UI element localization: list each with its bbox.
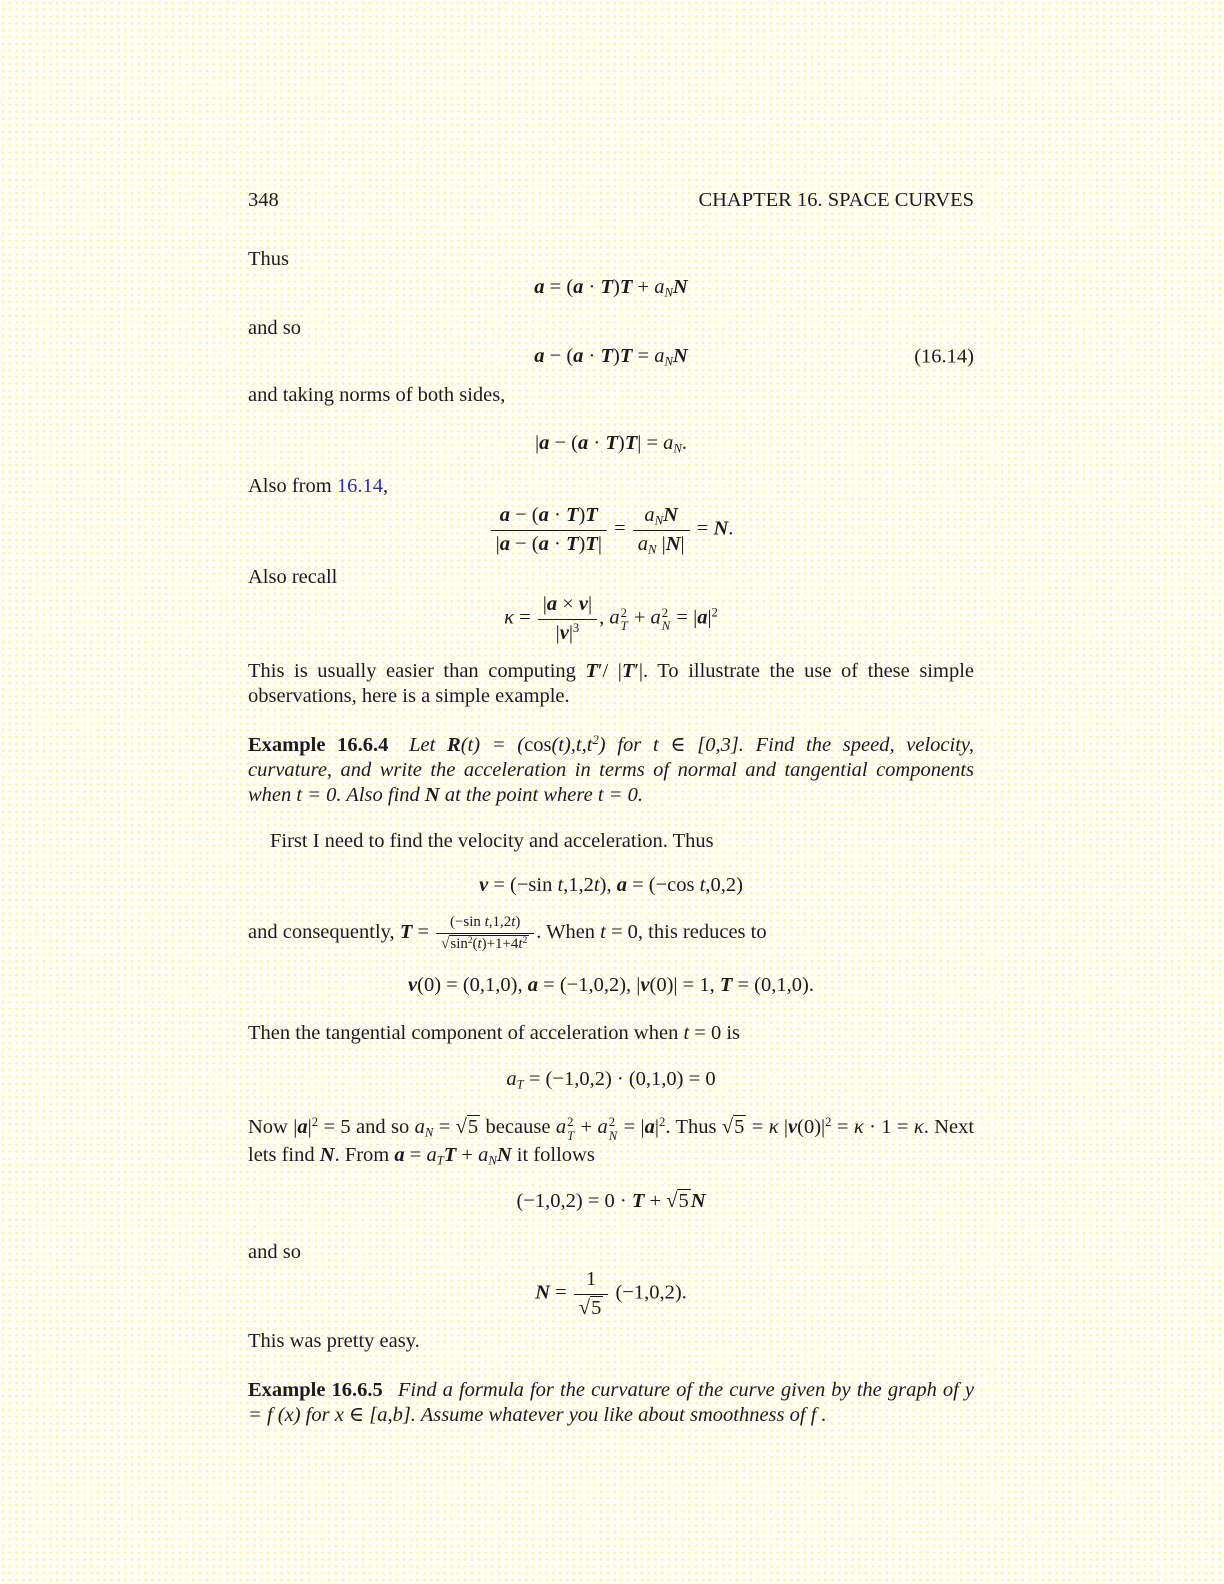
equation-normal-vector-result: N = $\frac{1}{√5}$ (−1,0,2). bbox=[535, 1267, 687, 1319]
paragraph-and-so-1: and so bbox=[248, 317, 301, 339]
equation-acceleration-combination: (−1,0,2) = 0 · T + √5N bbox=[516, 1189, 706, 1212]
equation-curvature-recall: κ = $\frac{|a \times v|}{|v|^3}$ , a 2 T + a 2 N = $|a|^2$ bbox=[504, 593, 718, 644]
chapter-title: CHAPTER 16. SPACE CURVES bbox=[698, 189, 974, 211]
equation-ref-link[interactable]: 16.14 bbox=[336, 475, 383, 497]
paragraph-easier: This is usually easier than computing T′/ |T′|. To illustrate the use of these simple observations, here is a simple example. bbox=[248, 660, 974, 708]
example-16-6-5-label: Example 16.6.5 bbox=[248, 1379, 383, 1402]
paragraph-thus: Thus bbox=[248, 248, 289, 270]
paragraph-first: First I need to find the velocity and acceleration. Thus bbox=[270, 830, 714, 853]
paragraph-norms: and taking norms of both sides, bbox=[248, 384, 506, 406]
equation-principal-normal: $\frac{a - (a \cdot T)T}{|a - (a \cdot T)T|}$ = $\frac{a_NN}{a_N |N|}$ = N. bbox=[248, 503, 974, 556]
equation-tangential-component: $a_T = (-1,0,2) \cdot (0,1,0) = 0$ bbox=[506, 1067, 716, 1092]
equation-values-at-t0: v(0) = (0,1,0), a = (−1,0,2), |v(0)| = 1, T = (0,1,0). bbox=[408, 973, 814, 996]
example-16-6-4-text: Let $R(t) = (\cos(t),t,t^2)$ for t ∈ [0,3]. Find the speed, velocity, curvature, and write the acceleration in terms of normal and tangential components when t = 0. Also find N at the point where t = 0. bbox=[248, 733, 974, 807]
equation-16-14-body: $a - (a \cdot T)T = a_NN$ bbox=[534, 345, 688, 369]
example-16-6-4 bbox=[248, 733, 974, 808]
page-number: 348 bbox=[248, 189, 279, 211]
paragraph-easy: This was pretty easy. bbox=[248, 1330, 420, 1353]
equation-number: (16.14) bbox=[914, 345, 974, 367]
paragraph-consequently: and consequently, T = $\frac{\text{(−sin t,1,2t)}}{√\sin^2(t)+1+4t^2}$ . When t = 0, this reduces to bbox=[248, 914, 767, 953]
example-16-6-5 bbox=[248, 1378, 974, 1428]
paragraph-also-recall: Also recall bbox=[248, 566, 338, 589]
paragraph-and-so-2: and so bbox=[248, 1240, 301, 1263]
page-content bbox=[248, 0, 974, 1428]
example-16-6-4-label: Example 16.6.4 bbox=[248, 734, 389, 757]
equation-velocity-acceleration: v = (−sin t,1,2t), a = (−cos t,0,2) bbox=[479, 874, 743, 897]
paragraph-tangential: Then the tangential component of acceleration when t = 0 is bbox=[248, 1021, 741, 1044]
equation-acceleration-decomposition: $a = (a \cdot T)T + a_NN$ bbox=[534, 276, 688, 300]
example-16-6-5-text: Find a formula for the curvature of the curve given by the graph of y = f (x) for x ∈ [a,b]. Assume whatever you like about smoothness of f . bbox=[248, 1379, 975, 1427]
equation-16-14 bbox=[248, 344, 974, 369]
equation-norm-both-sides: $|a - (a \cdot T)T| = a_N$. bbox=[535, 432, 687, 456]
paragraph-also-from: Also from 16.14, bbox=[248, 475, 389, 497]
page-header bbox=[248, 0, 974, 213]
paragraph-now: Now $|a|^2 = 5$ and so $a_N = √5$ because a 2 T + a 2 N = $|a|^2$. Thus √5 = κ $|v(0)|^2 = \kappa \cdot 1 = \kappa$. Next lets find N. From $a = a_TT + a_NN$ it follows bbox=[248, 1114, 975, 1168]
